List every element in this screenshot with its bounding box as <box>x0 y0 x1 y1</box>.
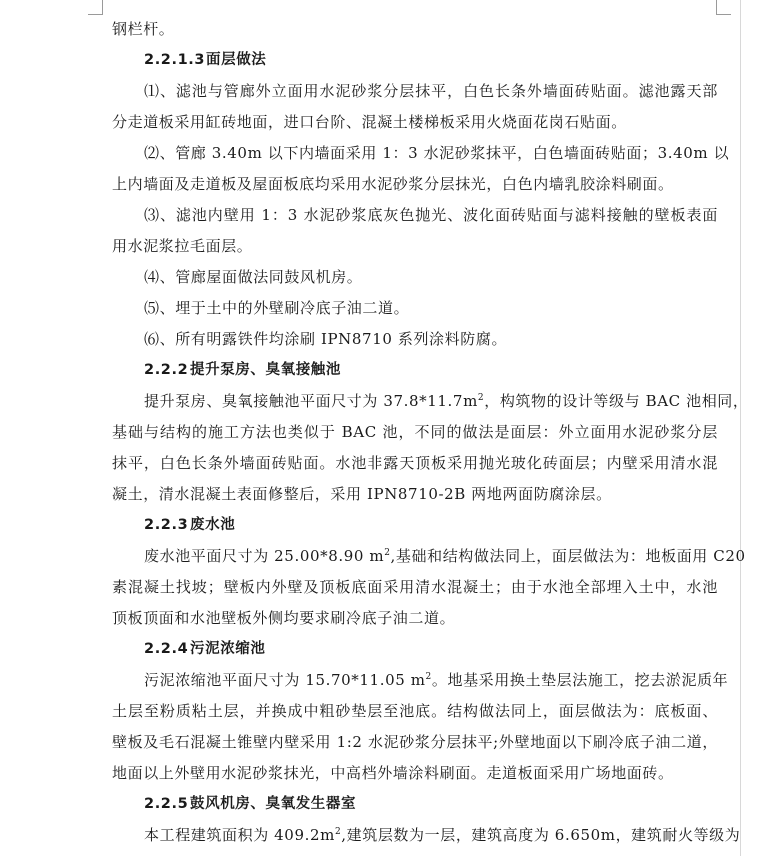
text-run: 污泥浓缩池平面尺寸为 15.70*11.05 m <box>144 671 426 689</box>
paragraph-223-line-2: 素混凝土找坡；壁板内外壁及顶板底面采用清水混凝土；由于水池全部埋入土中，水池 <box>112 578 718 596</box>
paragraph-225-line-1 <box>112 820 741 851</box>
item-2-line-2: 上内墙面及走道板及屋面板底均采用水泥砂浆分层抹光，白色内墙乳胶涂料刷面。 <box>112 175 674 193</box>
section-title: 提升泵房、臭氧接触池 <box>190 362 341 378</box>
paragraph-tail: 钢栏杆。 <box>112 20 175 38</box>
paragraph-224-line-2: 土层至粉质粘土层，并换成中粗砂垫层至池底。结构做法同上，面层做法为：底板面、 <box>112 702 718 720</box>
text-run: ,建筑层数为一层，建筑高度为 6.650m，建筑耐火等级为 <box>341 826 741 844</box>
item-6: ⑹、所有明露铁件均涂刷 IPN8710 系列涂料防腐。 <box>144 330 508 348</box>
section-number: 2.2.5 <box>144 796 189 812</box>
item-5: ⑸、埋于土中的外壁刷冷底子油二道。 <box>144 299 410 317</box>
section-title: 鼓风机房、臭氧发生器室 <box>190 796 357 812</box>
document-body <box>112 14 749 851</box>
text-run: 废水池平面尺寸为 25.00*8.90 m <box>144 547 385 565</box>
text-run: ，构筑物的设计等级与 BAC 池相同， <box>484 392 749 410</box>
paragraph-222-line-4: 凝土，清水混凝土表面修整后，采用 IPN8710-2B 两地两面防腐涂层。 <box>112 485 612 503</box>
section-heading-223 <box>112 510 718 541</box>
superscript: 2 <box>425 672 432 682</box>
section-number: 2.2.1.3 <box>144 52 206 68</box>
section-number: 2.2.2 <box>144 362 189 378</box>
text-run: 本工程建筑面积为 409.2m <box>144 826 335 844</box>
paragraph-224-line-4: 地面以上外壁用水泥砂浆抹光，中高档外墙涂料刷面。走道板面采用广场地面砖。 <box>112 764 674 782</box>
paragraph-224-line-1 <box>112 665 729 696</box>
text-run: 提升泵房、臭氧接触池平面尺寸为 37.8*11.7m <box>144 392 478 410</box>
paragraph-222-line-1 <box>112 386 749 417</box>
section-heading-2213 <box>112 45 718 76</box>
section-number: 2.2.3 <box>144 517 189 533</box>
item-1-line-1: ⑴、滤池与管廊外立面用水泥砂浆分层抹平，白色长条外墙面砖贴面。滤池露天部 <box>144 82 718 100</box>
section-title: 面层做法 <box>206 52 267 68</box>
item-3-line-1: ⑶、滤池内壁用 1：3 水泥砂浆底灰色抛光、波化面砖贴面与滤料接触的壁板表面 <box>144 206 718 224</box>
page-corner-mark-left <box>88 0 103 15</box>
section-heading-222 <box>112 355 718 386</box>
section-title: 废水池 <box>190 517 236 533</box>
page-corner-mark-right <box>716 0 731 15</box>
item-2-line-1: ⑵、管廊 3.40m 以下内墙面采用 1：3 水泥砂浆抹平，白色墙面砖贴面；3.40m 以 <box>144 144 730 162</box>
text-run: 。地基采用换土垫层法施工，挖去淤泥质年 <box>431 671 729 689</box>
item-4: ⑷、管廊屋面做法同鼓风机房。 <box>144 268 363 286</box>
paragraph-223-line-3: 顶板顶面和水池壁板外侧均要求刷冷底子油二道。 <box>112 609 456 627</box>
paragraph-222-line-3: 抹平，白色长条外墙面砖贴面。水池非露天顶板采用抛光玻化砖面层；内壁采用清水混 <box>112 454 718 472</box>
item-1-line-2: 分走道板采用缸砖地面，进口台阶、混凝土楼梯板采用火烧面花岗石贴面。 <box>112 113 627 131</box>
section-heading-225 <box>112 789 718 820</box>
page-edge-line <box>740 0 741 856</box>
paragraph-223-line-1 <box>112 541 746 572</box>
text-run: ,基础和结构做法同上，面层做法为：地板面用 C20 <box>390 547 746 565</box>
paragraph-222-line-2: 基础与结构的施工方法也类似于 BAC 池，不同的做法是面层：外立面用水泥砂浆分层 <box>112 423 718 441</box>
superscript: 2 <box>384 548 391 558</box>
paragraph-224-line-3: 壁板及毛石混凝土锥壁内壁采用 1:2 水泥砂浆分层抹平;外壁地面以下刷冷底子油二道， <box>112 733 718 751</box>
superscript: 2 <box>334 827 342 837</box>
item-3-line-2: 用水泥浆拉毛面层。 <box>112 237 253 255</box>
superscript: 2 <box>477 393 485 403</box>
section-heading-224 <box>112 634 718 665</box>
section-title: 污泥浓缩池 <box>190 641 266 657</box>
section-number: 2.2.4 <box>144 641 189 657</box>
